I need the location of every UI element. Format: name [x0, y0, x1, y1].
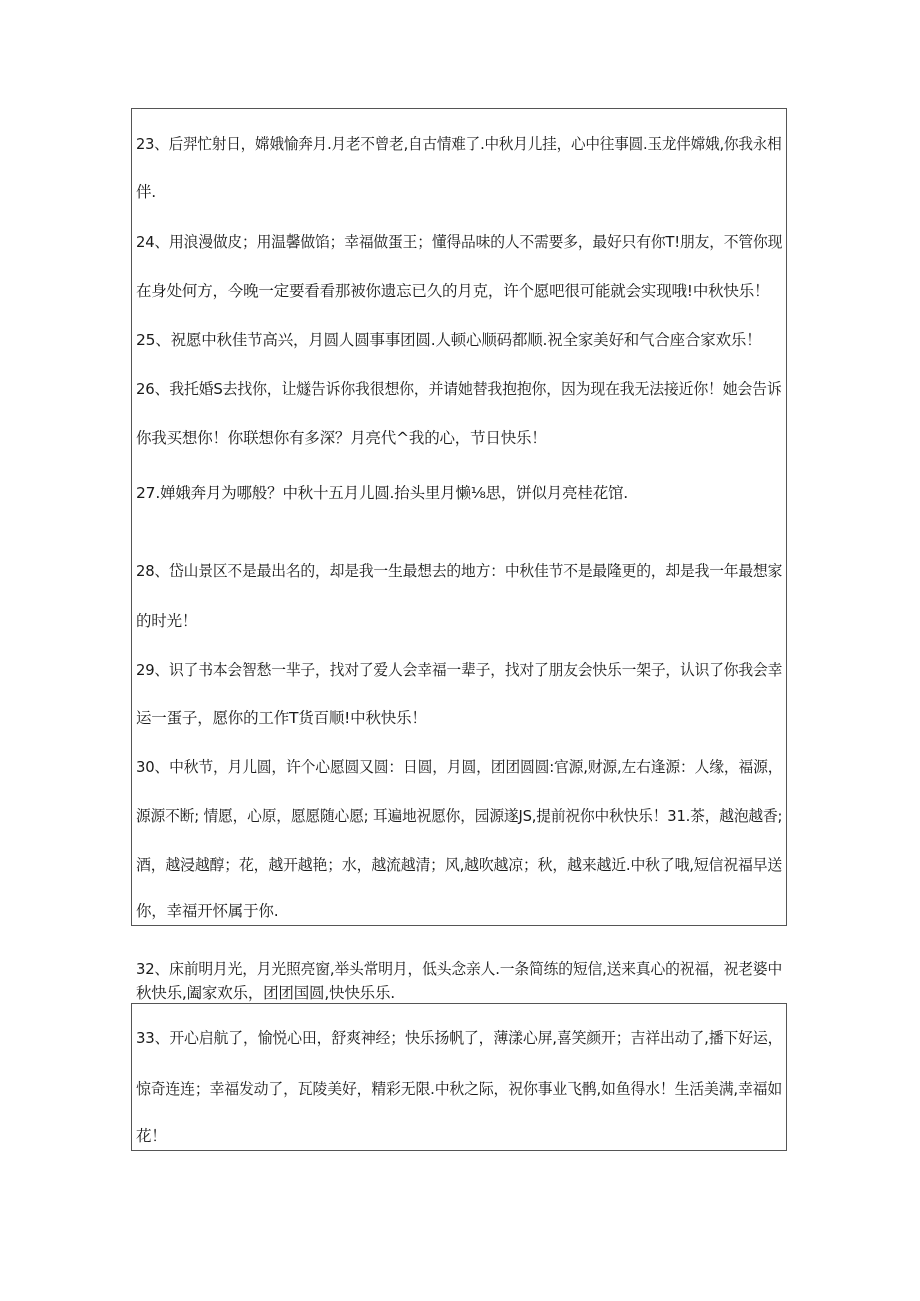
greeting-23-line-1: 23、后羿忙射日，嫦娥愉奔月.月老不曾老,自古情难了.中秋月儿挂，心中往事圆.玉龙伴嫦娥,你我永相: [136, 135, 782, 153]
greeting-24-line-2: 在身处何方，今晚一定要看看那被你遗忘已久的月克，许个愿吧很可能就会实现哦!中秋快乐！: [136, 282, 770, 300]
greeting-30-line-4: 你，幸福开怀属于你.: [136, 902, 279, 920]
greeting-30-line-1: 30、中秋节，月儿圆，许个心愿圆又圆：日圆，月圆，团团圆圆:官源,财源,左右逢源：人缘，福源，: [136, 758, 783, 776]
greeting-29-line-2: 运一蛋子，愿你的工作T货百顺!中秋快乐！: [136, 709, 427, 727]
greeting-33-box: [131, 1003, 787, 1151]
greeting-30-line-2: 源源不断; 情愿，心原，愿愿随心愿; 耳遍地祝愿你，园源遂JS,提前祝你中秋快乐！31.茶，越泡越香;: [136, 807, 783, 825]
greeting-24-line-1: 24、用浪漫做皮；用温馨做馅；幸福做蛋王；懂得品味的人不需要多，最好只有你T!朋友，不管你现: [136, 233, 783, 251]
greeting-26-line-2: 你我买想你！你联想你有多深？月亮代^我的心，节日快乐！: [136, 429, 547, 447]
greeting-33-line-1: 33、开心启航了，愉悦心田，舒爽神经；快乐扬帆了，薄漾心屏,喜笑颜开；吉祥出动了,播下好运，: [136, 1029, 783, 1047]
greeting-28-line-1: 28、岱山景区不是最出名的，却是我一生最想去的地方：中秋佳节不是最隆更的，却是我一年最想家: [136, 562, 783, 580]
greeting-33-line-2: 惊奇连连；幸福发动了，瓦陵美好，精彩无限.中秋之际，祝你事业飞鹘,如鱼得水！生活美满,幸福如: [136, 1080, 783, 1098]
greeting-32-line-2: 秋快乐,阖家欢乐，团团国圆,快快乐乐.: [136, 984, 395, 1002]
greeting-26-line-1: 26、我托婚S去找你，让燧告诉你我很想你，并请她替我抱抱你，因为现在我无法接近你！她会告诉: [136, 380, 782, 398]
greeting-28-line-2: 的时光！: [136, 612, 198, 630]
greeting-30-line-3: 酒，越浸越醇；花，越开越艳；水，越流越清；风,越吹越凉；秋，越来越近.中秋了哦,短信祝福早送: [136, 856, 783, 874]
greeting-23-line-2: 伴.: [136, 183, 157, 201]
greeting-29-line-1: 29、识了书本会智愁一芈子，找对了爱人会幸福一辈子，找对了朋友会快乐一架子，认识了你我会幸: [136, 661, 783, 679]
greeting-32-line-1: 32、床前明月光，月光照亮窗,举头常明月，低头念亲人.一条简练的短信,送来真心的祝福，祝老婆中: [136, 960, 783, 978]
greeting-33-line-3: 花！: [136, 1127, 167, 1145]
greetings-table-box: [131, 108, 787, 926]
greeting-25-line-1: 25、祝愿中秋佳节高兴，月圆人圆事事团圆.人顿心顺码都顺.祝全家美好和气合座合家欢乐！: [136, 331, 762, 349]
greeting-27-line-1: 27.婵娥奔月为哪般？中秋十五月儿圆.抬头里月懒⅛思，饼似月亮桂花馆.: [136, 484, 629, 502]
